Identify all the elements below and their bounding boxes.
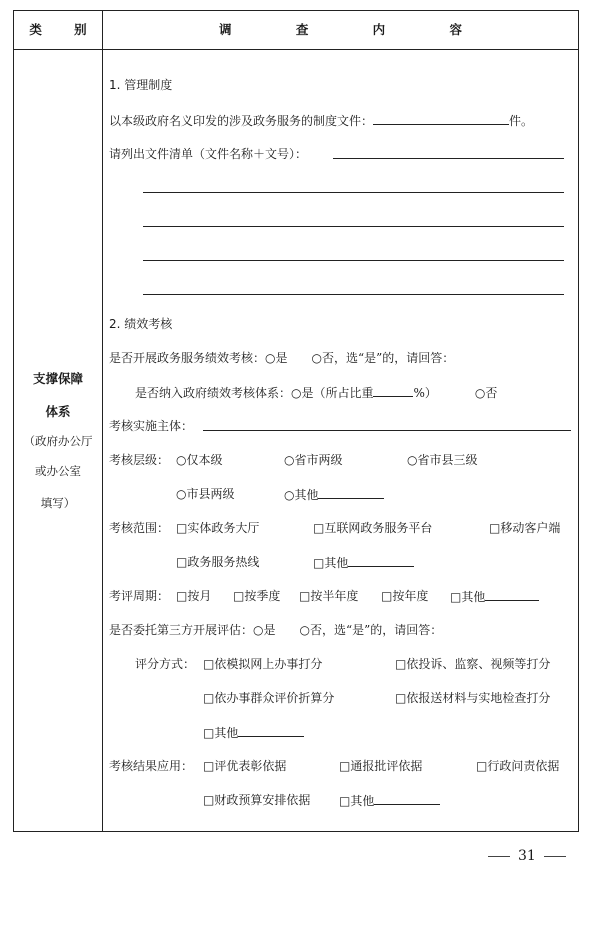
score-label: 评分方式： bbox=[135, 657, 196, 671]
score-option-5-row bbox=[203, 723, 304, 741]
score-option-4[interactable]: □依报送材料与实地检查打分 bbox=[395, 691, 551, 705]
scope-option-3[interactable]: □移动客户端 bbox=[489, 521, 561, 535]
result-option-3[interactable]: □行政问责依据 bbox=[476, 759, 560, 773]
result-option-5-row bbox=[339, 791, 440, 809]
level-label: 考核层级： bbox=[109, 453, 170, 467]
score-option-5[interactable]: □其他 bbox=[203, 726, 239, 740]
header-content: 调 查 内 容 bbox=[218, 22, 493, 37]
q-open-eval: 是否开展政务服务绩效考核：○是 ○否，选“是”的，请回答： bbox=[109, 351, 455, 365]
q-doc-count-label: 以本级政府名义印发的涉及政务服务的制度文件： bbox=[109, 114, 374, 128]
cycle-option-1[interactable]: □按月 bbox=[176, 589, 212, 603]
scope-label: 考核范围： bbox=[109, 521, 170, 535]
level-option-3[interactable]: ○省市县三级 bbox=[407, 453, 478, 467]
q-doc-list-label: 请列出文件清单（文件名称＋文号）： bbox=[109, 147, 308, 161]
page-dash-right bbox=[544, 856, 566, 857]
category-note-line2: 或办公室 bbox=[35, 464, 81, 478]
scope-option-2[interactable]: □互联网政务服务平台 bbox=[313, 521, 433, 535]
cycle-option-5-row bbox=[450, 587, 539, 605]
include-no-option[interactable]: ○否 bbox=[474, 386, 498, 400]
scope-other-field[interactable] bbox=[348, 553, 414, 567]
level-option-1[interactable]: ○仅本级 bbox=[176, 453, 223, 467]
score-option-2[interactable]: □依投诉、监察、视频等打分 bbox=[395, 657, 551, 671]
doc-list-line-3[interactable] bbox=[143, 226, 564, 227]
header-category: 类 别 bbox=[29, 22, 101, 37]
scope-option-5-row bbox=[313, 553, 414, 571]
cycle-label: 考评周期： bbox=[109, 589, 170, 603]
q-eval-subject: 考核实施主体： bbox=[109, 419, 194, 433]
cycle-option-4[interactable]: □按年度 bbox=[381, 589, 429, 603]
q-include-label: 是否纳入政府绩效考核体系：○是（所占比重 bbox=[135, 386, 374, 400]
cycle-option-2[interactable]: □按季度 bbox=[233, 589, 281, 603]
weight-percent-field[interactable] bbox=[373, 383, 413, 397]
category-note-line3: 填写） bbox=[40, 496, 76, 510]
result-option-5[interactable]: □其他 bbox=[339, 794, 375, 808]
result-option-2[interactable]: □通报批评依据 bbox=[339, 759, 423, 773]
result-option-1[interactable]: □评优表彰依据 bbox=[203, 759, 287, 773]
q-doc-count bbox=[109, 111, 533, 129]
doc-list-line-4[interactable] bbox=[143, 260, 564, 261]
category-title-line2: 体系 bbox=[45, 404, 71, 419]
eval-subject-field[interactable] bbox=[203, 430, 571, 431]
doc-list-line-1[interactable] bbox=[333, 158, 564, 159]
result-label: 考核结果应用： bbox=[109, 759, 194, 773]
level-option-4[interactable]: ○市县两级 bbox=[176, 487, 235, 501]
scope-option-1[interactable]: □实体政务大厅 bbox=[176, 521, 260, 535]
column-divider bbox=[102, 11, 103, 831]
page-footer bbox=[480, 848, 574, 864]
cycle-option-5[interactable]: □其他 bbox=[450, 590, 486, 604]
result-option-4[interactable]: □财政预算安排依据 bbox=[203, 793, 311, 807]
section2-title: 2. 绩效考核 bbox=[109, 317, 173, 331]
section1-title: 1. 管理制度 bbox=[109, 78, 173, 92]
q-doc-count-unit: 件。 bbox=[509, 114, 534, 128]
q-include-gov-eval bbox=[135, 383, 497, 401]
table-header bbox=[14, 11, 578, 50]
q-doc-list bbox=[109, 145, 307, 162]
category-note-line1: （政府办公厅 bbox=[23, 434, 93, 448]
level-other-field[interactable] bbox=[318, 485, 384, 499]
page-number: 31 bbox=[518, 848, 536, 864]
cycle-other-field[interactable] bbox=[485, 587, 539, 601]
result-other-field[interactable] bbox=[374, 791, 440, 805]
doc-list-line-2[interactable] bbox=[143, 192, 564, 193]
doc-list-line-5[interactable] bbox=[143, 294, 564, 295]
score-option-3[interactable]: □依办事群众评价折算分 bbox=[203, 691, 335, 705]
cycle-option-3[interactable]: □按半年度 bbox=[299, 589, 359, 603]
level-option-5-row bbox=[284, 485, 384, 503]
category-title-line1: 支撑保障 bbox=[32, 371, 83, 386]
q-third-party: 是否委托第三方开展评估：○是 ○否，选“是”的，请回答： bbox=[109, 623, 443, 637]
scope-option-4[interactable]: □政务服务热线 bbox=[176, 555, 260, 569]
percent-sign: %） bbox=[413, 386, 437, 400]
score-other-field[interactable] bbox=[238, 723, 304, 737]
scope-option-5[interactable]: □其他 bbox=[313, 556, 349, 570]
doc-count-field[interactable] bbox=[373, 111, 509, 125]
survey-table bbox=[13, 10, 579, 832]
score-option-1[interactable]: □依模拟网上办事打分 bbox=[203, 657, 323, 671]
page-dash-left bbox=[488, 856, 510, 857]
level-option-2[interactable]: ○省市两级 bbox=[284, 453, 343, 467]
level-option-5[interactable]: ○其他 bbox=[284, 488, 319, 502]
